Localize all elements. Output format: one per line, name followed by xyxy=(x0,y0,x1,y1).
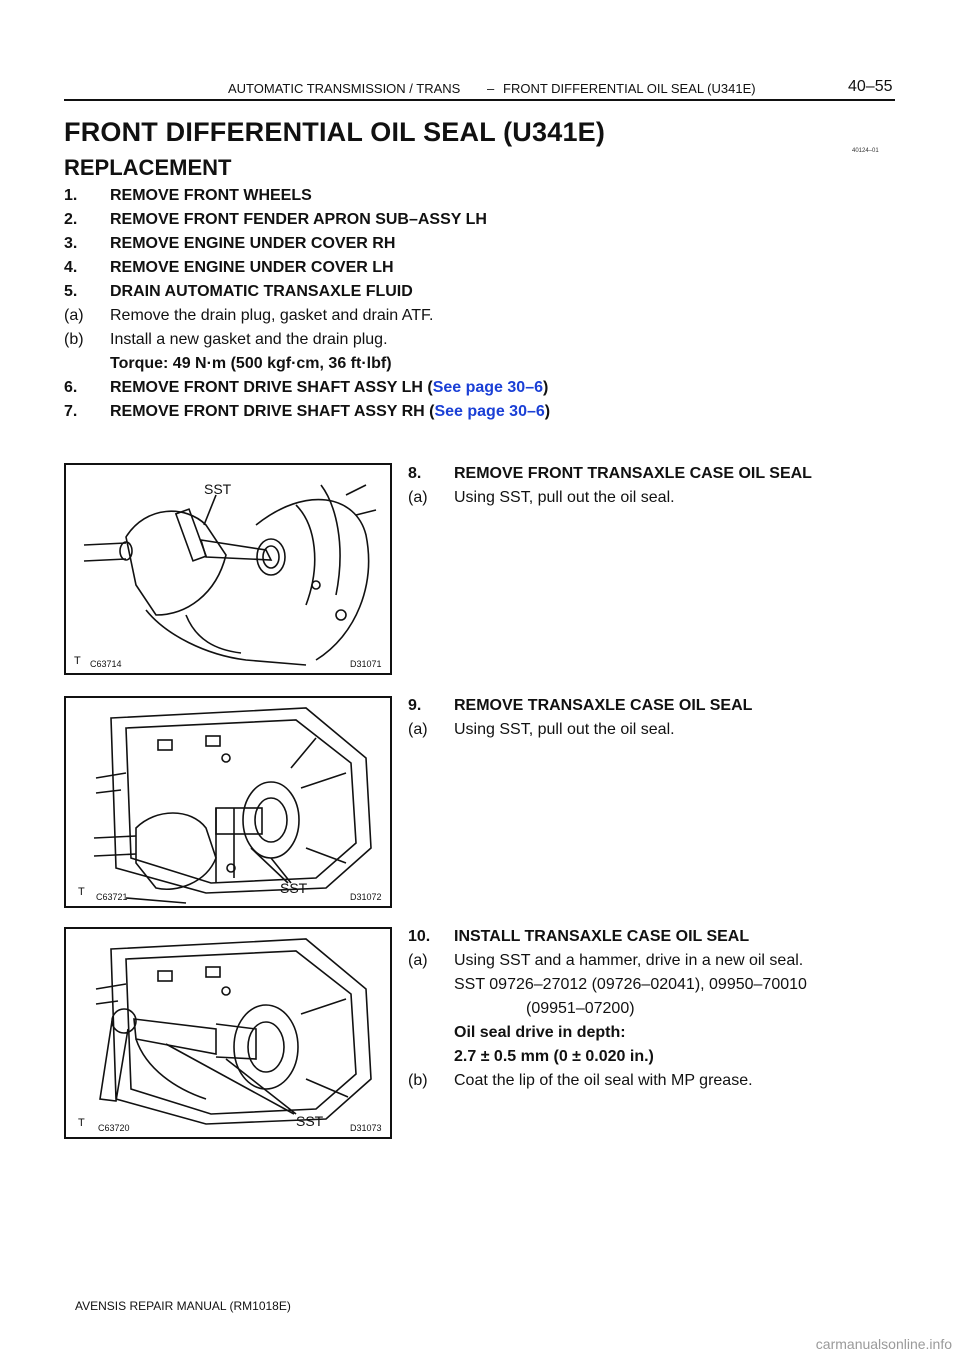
step-number: 4. xyxy=(64,259,78,276)
page-title: FRONT DIFFERENTIAL OIL SEAL (U341E) xyxy=(64,117,606,147)
figure-3 xyxy=(64,927,392,1139)
depth-value: 2.7 ± 0.5 mm (0 ± 0.020 in.) xyxy=(454,1048,654,1065)
figure-3-illustration xyxy=(66,929,390,1137)
step-number: 7. xyxy=(64,403,78,420)
figure-2 xyxy=(64,696,392,908)
step-text: REMOVE FRONT DRIVE SHAFT ASSY RH ( xyxy=(110,403,435,420)
substep-number: (a) xyxy=(408,721,428,738)
substep-text: Using SST, pull out the oil seal. xyxy=(454,721,675,738)
figure-code-right: D31071 xyxy=(350,659,382,669)
figure-marker: T xyxy=(74,655,81,667)
step-text: REMOVE FRONT WHEELS xyxy=(110,187,312,204)
header-separator: – xyxy=(487,81,495,96)
sst-callout: SST xyxy=(204,481,232,497)
figure-code-right: D31072 xyxy=(350,892,382,902)
close-paren: ) xyxy=(544,403,551,420)
substep-number: (a) xyxy=(408,489,428,506)
sst-line-2: (09951–07200) xyxy=(526,1000,635,1017)
step-number: 8. xyxy=(408,465,422,482)
substep-number: (b) xyxy=(64,331,84,348)
figure-code-right: D31073 xyxy=(350,1123,382,1133)
sst-callout: SST xyxy=(296,1113,324,1129)
header-topic: FRONT DIFFERENTIAL OIL SEAL (U341E) xyxy=(503,81,756,96)
step-text: REMOVE TRANSAXLE CASE OIL SEAL xyxy=(454,697,753,714)
step-text: REMOVE FRONT TRANSAXLE CASE OIL SEAL xyxy=(454,465,812,482)
step-number: 1. xyxy=(64,187,78,204)
substep-text: Using SST, pull out the oil seal. xyxy=(454,489,675,506)
substep-number: (b) xyxy=(408,1072,428,1089)
step-number: 9. xyxy=(408,697,422,714)
figure-code-left: C63721 xyxy=(96,892,128,902)
substep-number: (a) xyxy=(64,307,84,324)
see-page-link[interactable]: See page 30–6 xyxy=(434,403,545,420)
figure-2-illustration xyxy=(66,698,390,906)
step-text: REMOVE ENGINE UNDER COVER RH xyxy=(110,235,396,252)
substep-text: Using SST and a hammer, drive in a new oil seal. xyxy=(454,952,804,969)
step-text: REMOVE FRONT DRIVE SHAFT ASSY LH ( xyxy=(110,379,433,396)
figure-1 xyxy=(64,463,392,675)
close-paren: ) xyxy=(542,379,549,396)
header-section: AUTOMATIC TRANSMISSION / TRANS xyxy=(228,81,461,96)
step-number: 3. xyxy=(64,235,78,252)
figure-code-left: C63720 xyxy=(98,1123,130,1133)
step-number: 5. xyxy=(64,283,78,300)
torque-spec: Torque: 49 N·m (500 kgf·cm, 36 ft·lbf) xyxy=(110,355,392,372)
page-number: 40–55 xyxy=(848,78,893,95)
sst-line-1: SST 09726–27012 (09726–02041), 09950–70010 xyxy=(454,976,807,993)
doc-number: 40124–01 xyxy=(852,148,879,154)
substep-text: Install a new gasket and the drain plug. xyxy=(110,331,388,348)
depth-label: Oil seal drive in depth: xyxy=(454,1024,626,1041)
see-page-link[interactable]: See page 30–6 xyxy=(432,379,543,396)
step-text: REMOVE FRONT FENDER APRON SUB–ASSY LH xyxy=(110,211,487,228)
step-number: 6. xyxy=(64,379,78,396)
step-text: REMOVE ENGINE UNDER COVER LH xyxy=(110,259,394,276)
step-number: 2. xyxy=(64,211,78,228)
step-number: 10. xyxy=(408,928,431,945)
footer: AVENSIS REPAIR MANUAL (RM1018E) xyxy=(75,1299,291,1313)
step-text: INSTALL TRANSAXLE CASE OIL SEAL xyxy=(454,928,750,945)
figure-marker: T xyxy=(78,886,85,898)
substep-text: Coat the lip of the oil seal with MP grease. xyxy=(454,1072,753,1089)
step-text: DRAIN AUTOMATIC TRANSAXLE FLUID xyxy=(110,283,413,300)
page-subtitle: REPLACEMENT xyxy=(64,155,232,180)
substep-text: Remove the drain plug, gasket and drain ATF. xyxy=(110,307,434,324)
figure-code-left: C63714 xyxy=(90,659,122,669)
header-rule xyxy=(64,99,895,101)
watermark: carmanualsonline.info xyxy=(815,1336,952,1352)
sst-callout: SST xyxy=(280,880,308,896)
figure-marker: T xyxy=(78,1117,85,1129)
substep-number: (a) xyxy=(408,952,428,969)
